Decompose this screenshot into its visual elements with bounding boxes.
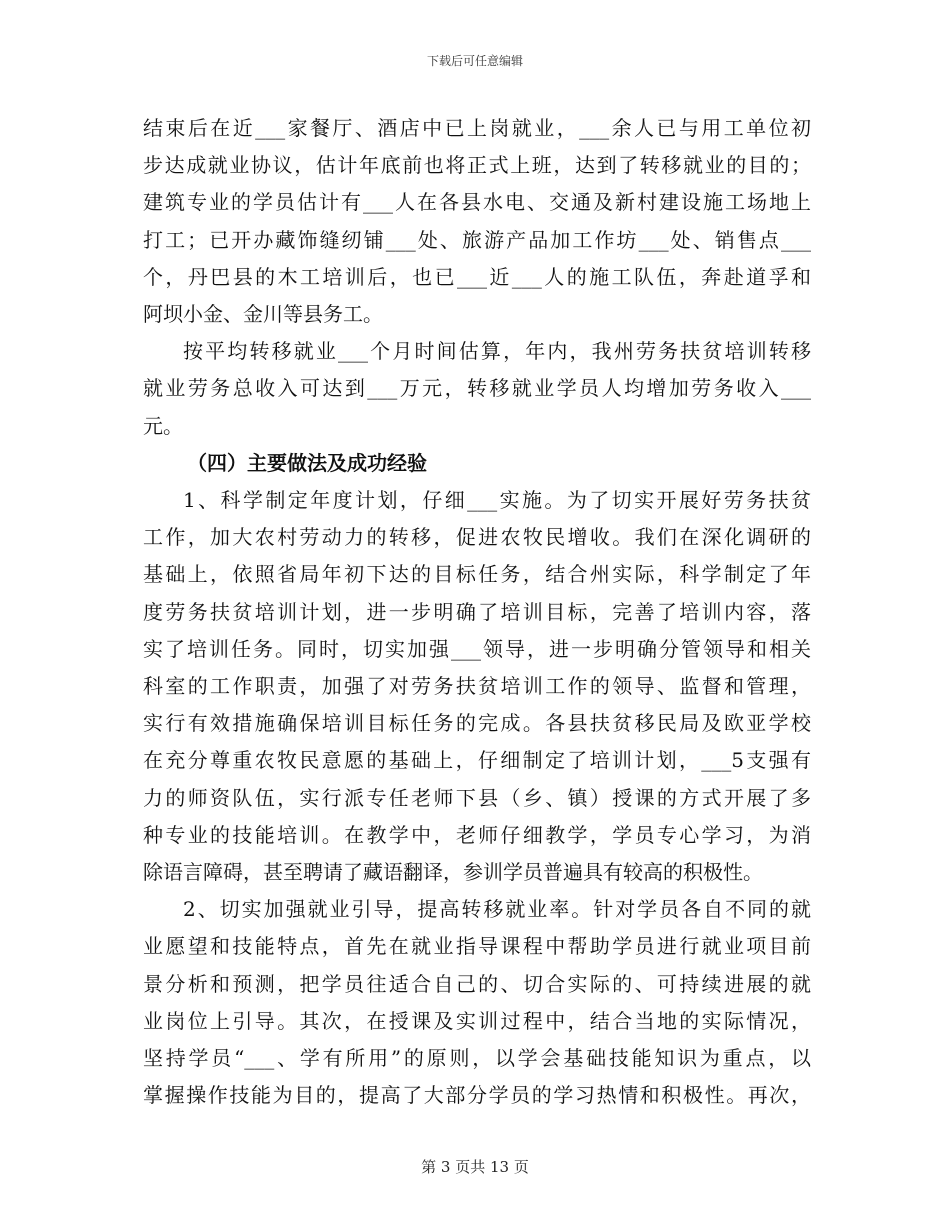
text-line: 掌握操作技能为目的，提高了大部分学员的学习热情和积极性。再次， bbox=[143, 1083, 811, 1108]
text-line: 1、科学制定年度计划，仔细___实施。为了切实开展好劳务扶贫 bbox=[183, 488, 811, 513]
text-line: 科室的工作职责，加强了对劳务扶贫培训工作的领导、监督和管理， bbox=[143, 674, 811, 699]
text-line: 阿坝小金、金川等县务工。 bbox=[143, 302, 383, 327]
text-line: 2、切实加强就业引导，提高转移就业率。针对学员各自不同的就 bbox=[183, 897, 811, 922]
text-line: 就业劳务总收入可达到___万元，转移就业学员人均增加劳务收入___ bbox=[143, 376, 811, 401]
paragraph-income-estimate bbox=[143, 333, 811, 445]
text-line: 结束后在近___家餐厅、酒店中已上岗就业，___余人已与用工单位初 bbox=[143, 116, 811, 140]
text-line: 元。 bbox=[143, 413, 183, 438]
document-body bbox=[143, 110, 811, 1114]
text-line: 度劳务扶贫培训计划，进一步明确了培训目标，完善了培训内容，落 bbox=[143, 599, 811, 624]
text-line: 工作，加大农村劳动力的转移，促进农牧民增收。我们在深化调研的 bbox=[143, 525, 811, 550]
paragraph-employment-guidance bbox=[143, 891, 811, 1114]
text-line: 业岗位上引导。其次，在授课及实训过程中，结合当地的实际情况， bbox=[143, 1008, 811, 1033]
text-line: 除语言障碍，甚至聘请了藏语翻译，参训学员普遍具有较高的积极性。 bbox=[143, 860, 763, 885]
text-line: 在充分尊重农牧民意愿的基础上，仔细制定了培训计划，___5支强有 bbox=[143, 748, 811, 773]
paragraph-annual-plan bbox=[143, 482, 811, 891]
text-line: 按平均转移就业___个月时间估算，年内，我州劳务扶贫培训转移 bbox=[183, 339, 811, 364]
text-line: 实了培训任务。同时，切实加强___领导，进一步明确分管领导和相关 bbox=[143, 636, 811, 661]
text-line: 基础上，依照省局年初下达的目标任务，结合州实际，科学制定了年 bbox=[143, 562, 811, 587]
page-footer: 第 3 页共 13 页 bbox=[421, 1158, 529, 1176]
text-line: 景分析和预测，把学员往适合自己的、切合实际的、可持续进展的就 bbox=[143, 971, 811, 996]
text-line: 实行有效措施确保培训目标任务的完成。各县扶贫移民局及欧亚学校 bbox=[143, 711, 811, 736]
heading-text: （四）主要做法及成功经验 bbox=[187, 450, 427, 475]
text-line: 业愿望和技能特点，首先在就业指导课程中帮助学员进行就业项目前 bbox=[143, 934, 811, 959]
text-line: 步达成就业协议，估计年底前也将正式上班，达到了转移就业的目的； bbox=[143, 153, 811, 178]
page-header: 下载后可任意编辑 bbox=[426, 54, 523, 68]
text-line: 个，丹巴县的木工培训后，也已___近___人的施工队伍，奔赴道孚和 bbox=[143, 264, 811, 289]
section-heading bbox=[143, 445, 811, 482]
text-line: 力的师资队伍，实行派专任老师下县（乡、镇）授课的方式开展了多 bbox=[143, 785, 811, 810]
text-line: 打工；已开办藏饰缝纫铺___处、旅游产品加工作坊___处、销售点___ bbox=[143, 227, 811, 252]
paragraph-employment-results bbox=[143, 110, 811, 333]
text-line: 种专业的技能培训。在教学中，老师仔细教学，学员专心学习，为消 bbox=[143, 822, 811, 847]
text-line: 坚持学员“___、学有所用”的原则，以学会基础技能知识为重点，以 bbox=[143, 1046, 811, 1071]
text-line: 建筑专业的学员估计有___人在各县水电、交通及新村建设施工场地上 bbox=[143, 190, 811, 215]
